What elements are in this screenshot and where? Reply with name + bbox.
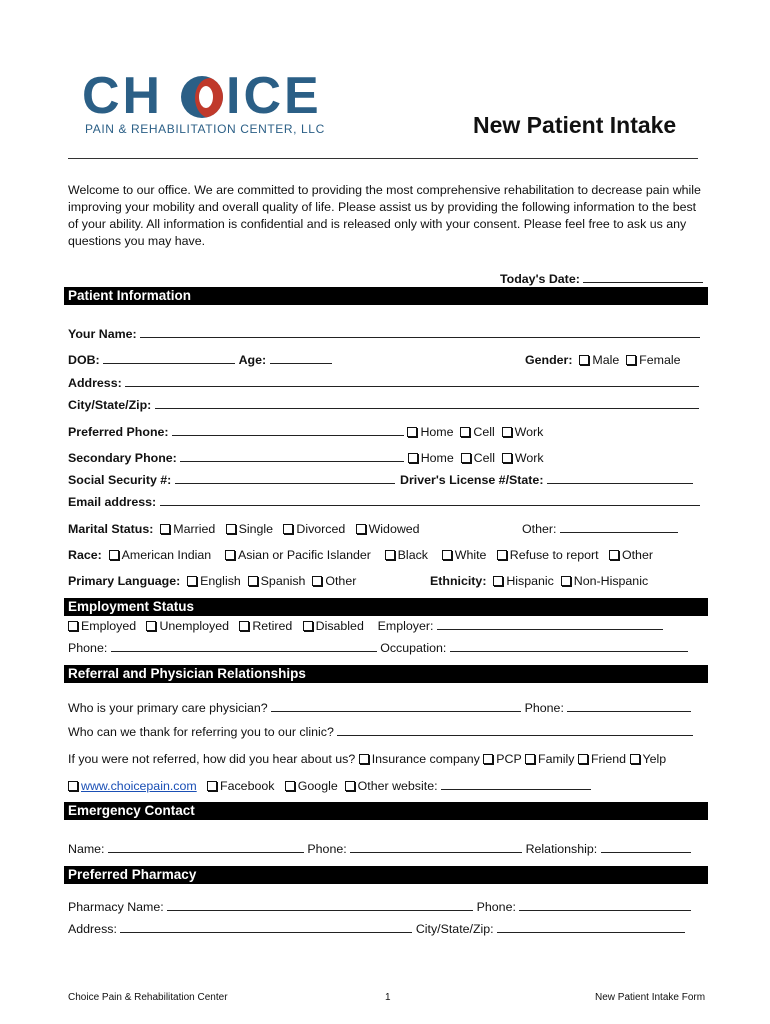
pharmacy-name-field[interactable] [167,900,473,911]
section-patient-information: Patient Information [64,287,708,305]
secondary-home-checkbox[interactable] [408,453,418,463]
pcp-field[interactable] [271,701,521,712]
footer-left: Choice Pain & Rehabilitation Center [68,992,228,1003]
emergency-row: Name: Phone: Relationship: [68,842,691,856]
refuse-checkbox[interactable] [497,550,507,560]
white-checkbox[interactable] [442,550,452,560]
marital-other-row: Other: [522,522,678,536]
address-field[interactable] [125,376,699,387]
footer-right: New Patient Intake Form [595,992,706,1003]
spanish-checkbox[interactable] [248,576,258,586]
ethnicity-row: Ethnicity: Hispanic Non-Hispanic [430,574,649,588]
retired-checkbox[interactable] [239,621,249,631]
page-title: New Patient Intake [473,112,677,138]
english-checkbox[interactable] [187,576,197,586]
employment-row: Employed Unemployed Retired Disabled Employer: [68,619,663,633]
friend-checkbox[interactable] [578,754,588,764]
footer-page-number: 1 [385,992,391,1003]
hispanic-checkbox[interactable] [493,576,503,586]
relationship-field[interactable] [601,842,691,853]
secondary-cell-checkbox[interactable] [461,453,471,463]
black-checkbox[interactable] [385,550,395,560]
language-other-checkbox[interactable] [312,576,322,586]
unemployed-checkbox[interactable] [146,621,156,631]
drivers-license-field[interactable] [547,473,693,484]
emergency-name-field[interactable] [108,842,304,853]
language-row: Primary Language: English Spanish Other [68,574,357,588]
section-employment-status: Employment Status [64,598,708,616]
employment-phone-field[interactable] [111,641,377,652]
email-field[interactable] [160,495,700,506]
website-checkbox[interactable] [68,781,78,791]
header-divider [68,158,698,159]
logo-subtitle: PAIN & REHABILITATION CENTER, LLC [85,122,325,136]
referrer-field[interactable] [337,725,693,736]
todays-date-field[interactable] [583,272,703,283]
thank-row: Who can we thank for referring you to our clinic? [68,725,693,739]
male-checkbox[interactable] [579,355,589,365]
section-emergency-contact: Emergency Contact [64,802,708,820]
facebook-checkbox[interactable] [207,781,217,791]
employment-phone-row: Phone: Occupation: [68,641,688,655]
drivers-license-row: Driver's License #/State: [400,473,693,487]
age-field[interactable] [270,353,332,364]
preferred-phone-row: Preferred Phone: Home Cell Work [68,425,544,439]
pcp-phone-field[interactable] [567,701,691,712]
emergency-phone-field[interactable] [350,842,522,853]
gender-row: Gender: Male Female [525,353,681,367]
pharmacy-phone-field[interactable] [519,900,691,911]
intro-paragraph: Welcome to our office. We are committed to providing the most comprehensive rehabilitation to decrease pain while improving your mobility and overall quality of life. Please assist us by providing the following information to the best of your ability. All information is confidential and is released only with your consent. Please feel free to ask us any questions you may have. [68,183,701,248]
pharmacy-address-row: Address: City/State/Zip: [68,922,685,936]
employer-field[interactable] [437,619,663,630]
yelp-checkbox[interactable] [630,754,640,764]
city-state-zip-field[interactable] [155,398,699,409]
ssn-field[interactable] [175,473,395,484]
ssn-row: Social Security #: [68,473,395,487]
preferred-cell-checkbox[interactable] [460,427,470,437]
other-website-field[interactable] [441,779,591,790]
secondary-phone-row: Secondary Phone: Home Cell Work [68,451,544,465]
logo: CH ICE PAIN & REHABILITATION CENTER, LLC [82,70,357,136]
preferred-work-checkbox[interactable] [502,427,512,437]
family-checkbox[interactable] [525,754,535,764]
employed-checkbox[interactable] [68,621,78,631]
other-website-checkbox[interactable] [345,781,355,791]
marital-other-field[interactable] [560,522,678,533]
website-link[interactable]: www.choicepain.com [81,779,197,793]
marital-status-row: Marital Status: Married Single Divorced Widowed [68,522,420,536]
your-name-row: Your Name: [68,327,700,341]
google-checkbox[interactable] [285,781,295,791]
asian-pi-checkbox[interactable] [225,550,235,560]
city-state-zip-row: City/State/Zip: [68,398,699,412]
secondary-phone-field[interactable] [180,451,404,462]
pharmacy-address-field[interactable] [120,922,412,933]
dob-age-row: DOB: Age: [68,353,332,367]
single-checkbox[interactable] [226,524,236,534]
preferred-phone-field[interactable] [172,425,404,436]
pharmacy-name-row: Pharmacy Name: Phone: [68,900,691,914]
section-preferred-pharmacy: Preferred Pharmacy [64,866,708,884]
section-referral: Referral and Physician Relationships [64,665,708,683]
dob-field[interactable] [103,353,235,364]
address-row: Address: [68,376,699,390]
widowed-checkbox[interactable] [356,524,366,534]
married-checkbox[interactable] [160,524,170,534]
american-indian-checkbox[interactable] [109,550,119,560]
non-hispanic-checkbox[interactable] [561,576,571,586]
your-name-field[interactable] [140,327,700,338]
occupation-field[interactable] [450,641,688,652]
pcp-row: Who is your primary care physician? Phone: [68,701,691,715]
female-checkbox[interactable] [626,355,636,365]
email-row: Email address: [68,495,700,509]
todays-date: Today's Date: [500,272,703,286]
race-row: Race: American Indian Asian or Pacific Islander Black White Refuse to report Other [68,548,653,562]
race-other-checkbox[interactable] [609,550,619,560]
divorced-checkbox[interactable] [283,524,293,534]
logo-o-icon [181,76,223,118]
disabled-checkbox[interactable] [303,621,313,631]
preferred-home-checkbox[interactable] [407,427,417,437]
hear-row: If you were not referred, how did you hear about us? Insurance company PCP Family Friend Yelp [68,752,667,766]
pharmacy-city-field[interactable] [497,922,685,933]
website-row: www.choicepain.com Facebook Google Other website: [68,779,591,793]
insurance-checkbox[interactable] [359,754,369,764]
pcp-checkbox[interactable] [483,754,493,764]
secondary-work-checkbox[interactable] [502,453,512,463]
